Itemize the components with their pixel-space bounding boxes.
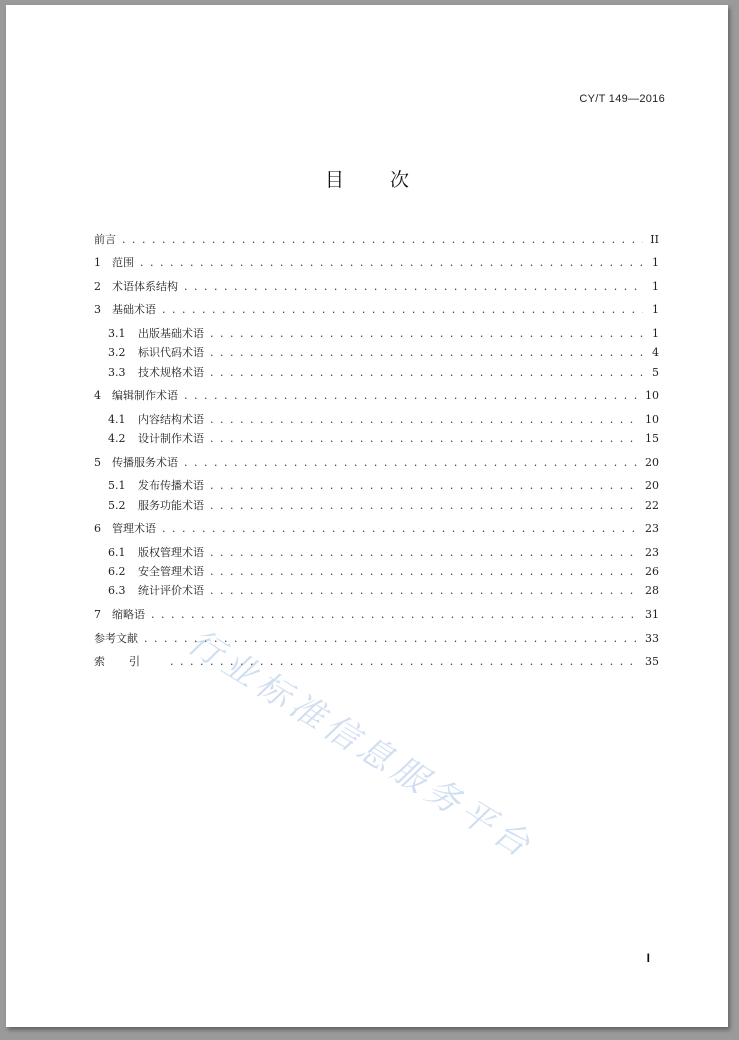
toc-entry[interactable] [94,387,659,403]
toc-entry-number: 4.1 [108,413,126,426]
toc-entry-label: 安全管理术语 [138,565,204,578]
toc-entry-label: 服务功能术语 [138,499,204,512]
toc-entry-label: 编辑制作术语 [112,389,178,402]
toc-entry-label: 管理术语 [112,522,156,535]
toc-entry[interactable] [94,563,659,579]
toc-entry-number: 3.3 [108,366,126,379]
toc-entry-label: 统计评价术语 [138,584,204,597]
toc-entry[interactable] [94,364,659,380]
toc-entry[interactable] [94,454,659,470]
toc-entry[interactable] [94,582,659,598]
toc-entry-number: 5 [94,456,101,469]
toc-entry-number: 3.2 [108,346,126,359]
toc-entry-number: 5.2 [108,499,126,512]
toc-entry[interactable] [94,325,659,341]
toc-entry[interactable] [94,344,659,360]
toc-entry[interactable] [94,278,659,294]
toc-entry[interactable] [94,544,659,560]
toc-dot-leader [162,522,639,535]
toc-entry-number: 4 [94,389,101,402]
toc-entry-page: 5 [652,366,659,379]
watermark: 行业标准信息服务平台 [180,621,541,868]
toc-entry-number: 6 [94,522,101,535]
toc-entry-number: 3 [94,303,101,316]
toc-dot-leader [151,608,639,621]
toc-entry-page: 33 [645,632,659,645]
toc-entry[interactable] [94,477,659,493]
toc-entry-number: 4.2 [108,432,126,445]
toc-entry-page: 28 [645,584,659,597]
toc-entry[interactable] [94,254,659,270]
toc-entry-page: 23 [645,522,659,535]
toc-entry[interactable] [94,411,659,427]
toc-entry-number: 6.2 [108,565,126,578]
toc-entry-label: 发布传播术语 [138,479,204,492]
toc-entry-page: 10 [645,389,659,402]
toc-entry-page: 22 [645,499,659,512]
toc-entry-page: 31 [645,608,659,621]
toc-entry[interactable] [94,630,659,646]
toc-entry[interactable] [94,606,659,622]
toc-entry-number: 5.1 [108,479,126,492]
toc-entry[interactable] [94,520,659,536]
toc-entry-page: 1 [652,303,659,316]
toc-entry-label: 标识代码术语 [138,346,204,359]
toc-dot-leader [210,413,639,426]
toc-dot-leader [210,499,639,512]
toc-entry-number: 2 [94,280,101,293]
toc-entry[interactable] [94,497,659,513]
toc-dot-leader [210,346,643,359]
toc-entry-page: 35 [645,655,659,668]
toc-dot-leader [184,280,643,293]
toc-entry[interactable] [94,301,659,317]
toc-dot-leader [184,389,639,402]
toc-entry[interactable] [94,653,659,669]
toc-entry-page: 20 [645,479,659,492]
toc-entry-number: 6.3 [108,584,126,597]
toc-dot-leader [140,256,643,269]
document-page [6,5,728,1027]
toc-dot-leader [210,479,639,492]
page-title: 目 次 [324,169,430,191]
toc-entry-page: 23 [645,546,659,559]
toc-entry-label: 索引 [94,655,164,668]
toc-entry-label: 范围 [112,256,134,269]
toc-entry-number: 3.1 [108,327,126,340]
toc-entry-number: 7 [94,608,101,621]
toc-entry[interactable] [94,430,659,446]
toc-dot-leader [210,546,639,559]
toc-dot-leader [210,565,639,578]
toc-entry-label: 出版基础术语 [138,327,204,340]
toc-entry[interactable] [94,231,659,247]
toc-entry-number: 6.1 [108,546,126,559]
toc-entry-label: 基础术语 [112,303,156,316]
toc-dot-leader [162,303,643,316]
toc-dot-leader [210,327,643,340]
toc-entry-label: 缩略语 [112,608,145,621]
toc-dot-leader [184,456,639,469]
toc-entry-label: 传播服务术语 [112,456,178,469]
toc-entry-page: 20 [645,456,659,469]
toc-entry-label: 前言 [94,233,116,246]
toc-entry-label: 术语体系结构 [112,280,178,293]
toc-entry-number: 1 [94,256,101,269]
standard-code: CY/T 149—2016 [579,93,665,105]
toc-dot-leader [210,432,639,445]
toc-entry-label: 技术规格术语 [138,366,204,379]
toc-entry-page: 15 [645,432,659,445]
toc-entry-page: 1 [652,256,659,269]
toc-entry-label: 内容结构术语 [138,413,204,426]
toc-entry-page: 4 [652,346,659,359]
toc-entry-label: 参考文献 [94,632,138,645]
page-number: I [646,951,650,965]
toc-dot-leader [210,584,639,597]
toc-entry-label: 版权管理术语 [138,546,204,559]
toc-entry-page: 1 [652,280,659,293]
toc-entry-page: 1 [652,327,659,340]
toc-dot-leader [122,233,643,246]
toc-entry-label: 设计制作术语 [138,432,204,445]
toc-entry-page: 26 [645,565,659,578]
toc-dot-leader [210,366,643,379]
toc-entry-page: II [650,233,659,246]
toc-entry-page: 10 [645,413,659,426]
